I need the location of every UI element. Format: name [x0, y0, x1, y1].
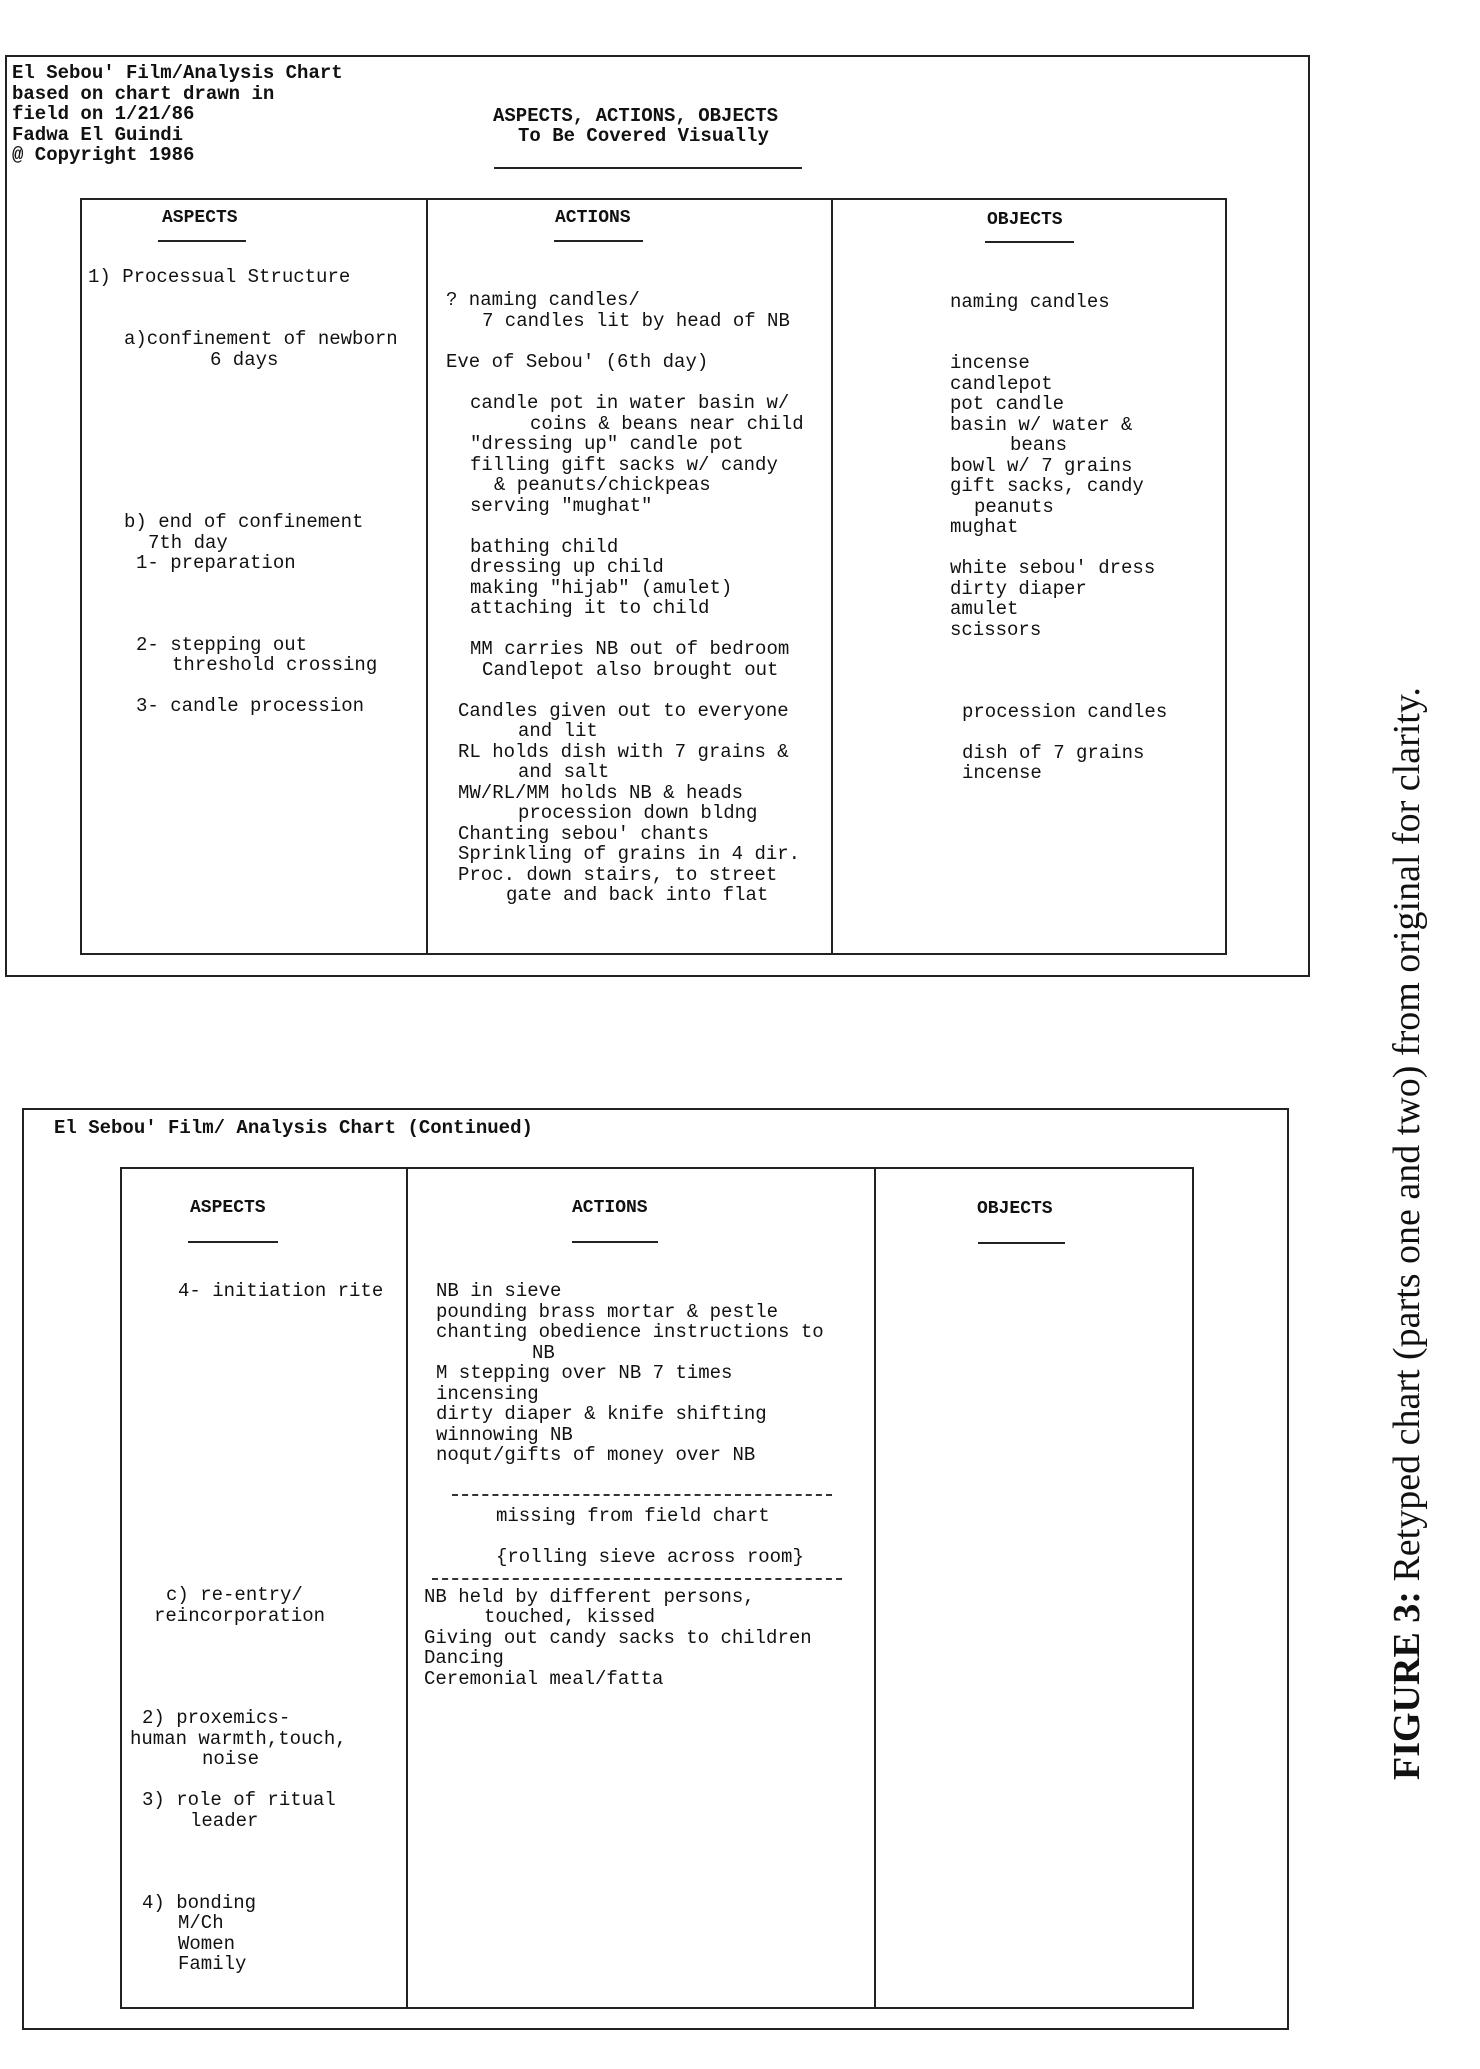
- aspect-item: 2- stepping out: [136, 634, 308, 656]
- chart1-col-divider: [426, 200, 428, 953]
- chart1-header-line: El Sebou' Film/Analysis Chart: [12, 62, 343, 84]
- action-item: chanting obedience instructions to: [436, 1321, 824, 1343]
- action-item: Proc. down stairs, to street: [458, 864, 778, 886]
- chart1-header-line: Fadwa El Guindi: [12, 124, 184, 146]
- action-item: incensing: [436, 1383, 539, 1405]
- aspect-item: 4) bonding: [142, 1892, 257, 1914]
- figure-label: FIGURE 3:: [1386, 1591, 1428, 1780]
- aspect-item: Family: [178, 1953, 247, 1975]
- action-item: touched, kissed: [484, 1606, 656, 1628]
- chart1-header-rule: [158, 240, 246, 242]
- chart2-col-header-actions: ACTIONS: [572, 1198, 648, 1218]
- action-item: & peanuts/chickpeas: [494, 474, 711, 496]
- chart2-col-header-objects: OBJECTS: [977, 1199, 1053, 1219]
- aspect-item: threshold crossing: [172, 654, 378, 676]
- rolling-sieve-note: {rolling sieve across room}: [496, 1546, 804, 1568]
- action-item: NB: [532, 1342, 555, 1364]
- aspect-item: reincorporation: [154, 1605, 326, 1627]
- action-item: Ceremonial meal/fatta: [424, 1668, 664, 1690]
- action-item: M stepping over NB 7 times: [436, 1362, 733, 1384]
- object-item: mughat: [950, 516, 1019, 538]
- figure-caption-text: Retyped chart (parts one and two) from original for clarity.: [1386, 687, 1428, 1592]
- action-item: attaching it to child: [470, 597, 710, 619]
- action-item: Candles given out to everyone: [458, 700, 789, 722]
- chart1-col-header-actions: ACTIONS: [555, 208, 631, 228]
- aspect-item: 4- initiation rite: [178, 1280, 384, 1302]
- chart2-col-divider: [406, 1169, 408, 2007]
- chart2-col-header-aspects: ASPECTS: [190, 1198, 266, 1218]
- chart1-col-header-aspects: ASPECTS: [162, 208, 238, 228]
- chart1-header-line: based on chart drawn in: [12, 83, 275, 105]
- aspect-item: leader: [190, 1810, 259, 1832]
- aspect-item: a)confinement of newborn: [124, 328, 398, 350]
- figure-caption: [1385, 687, 1429, 1780]
- action-item: bathing child: [470, 536, 619, 558]
- missing-section-top-rule: [452, 1494, 832, 1496]
- aspect-item: 1) Processual Structure: [88, 266, 351, 288]
- object-item: basin w/ water &: [950, 414, 1133, 436]
- object-item: beans: [1010, 434, 1068, 456]
- chart1-col-divider: [831, 200, 833, 953]
- action-item: filling gift sacks w/ candy: [470, 454, 778, 476]
- object-item: scissors: [950, 619, 1042, 641]
- action-item: making "hijab" (amulet): [470, 577, 733, 599]
- action-item: noqut/gifts of money over NB: [436, 1444, 756, 1466]
- action-item: winnowing NB: [436, 1424, 573, 1446]
- action-item: pounding brass mortar & pestle: [436, 1301, 779, 1323]
- action-item: Chanting sebou' chants: [458, 823, 709, 845]
- missing-from-field-chart-note: missing from field chart: [496, 1505, 770, 1527]
- action-item: candle pot in water basin w/: [470, 392, 790, 414]
- chart2-title: El Sebou' Film/ Analysis Chart (Continued): [54, 1117, 533, 1139]
- action-item: RL holds dish with 7 grains &: [458, 741, 789, 763]
- aspect-item: M/Ch: [178, 1912, 224, 1934]
- aspect-item: c) re-entry/: [166, 1584, 303, 1606]
- action-item: and salt: [518, 761, 610, 783]
- action-item: Dancing: [424, 1647, 504, 1669]
- object-item: amulet: [950, 598, 1019, 620]
- action-item: and lit: [518, 720, 598, 742]
- object-item: naming candles: [950, 291, 1110, 313]
- aspect-item: 3) role of ritual: [142, 1789, 336, 1811]
- action-item: coins & beans near child: [530, 413, 804, 435]
- action-item: gate and back into flat: [506, 884, 769, 906]
- aspect-item: noise: [202, 1748, 260, 1770]
- missing-section-bottom-rule: [432, 1578, 842, 1580]
- action-item: Sprinkling of grains in 4 dir.: [458, 843, 801, 865]
- aspect-item: human warmth,touch,: [130, 1728, 347, 1750]
- chart1-center-subtitle: To Be Covered Visually: [518, 125, 769, 147]
- aspect-item: 6 days: [210, 349, 279, 371]
- object-item: bowl w/ 7 grains: [950, 455, 1133, 477]
- object-item: candlepot: [950, 373, 1053, 395]
- aspect-item: Women: [178, 1933, 236, 1955]
- chart1-header-rule: [985, 241, 1074, 243]
- action-item: ? naming candles/: [446, 289, 640, 311]
- chart2-header-rule: [572, 1241, 658, 1243]
- object-item: incense: [962, 762, 1042, 784]
- aspect-item: 1- preparation: [136, 552, 296, 574]
- aspect-item: 2) proxemics-: [142, 1707, 291, 1729]
- action-item: MM carries NB out of bedroom: [470, 638, 790, 660]
- action-item: NB in sieve: [436, 1280, 562, 1302]
- chart2-col-divider: [874, 1169, 876, 2007]
- action-item: serving "mughat": [470, 495, 653, 517]
- chart1-header-line: @ Copyright 1986: [12, 144, 195, 166]
- action-item: Giving out candy sacks to children: [424, 1627, 812, 1649]
- object-item: white sebou' dress: [950, 557, 1156, 579]
- object-item: procession candles: [962, 701, 1168, 723]
- action-item: MW/RL/MM holds NB & heads: [458, 782, 744, 804]
- chart1-header-line: field on 1/21/86: [12, 103, 195, 125]
- aspect-item: 3- candle procession: [136, 695, 365, 717]
- chart1-col-header-objects: OBJECTS: [987, 210, 1063, 230]
- chart1-title-rule: [494, 167, 802, 169]
- object-item: gift sacks, candy: [950, 475, 1144, 497]
- object-item: incense: [950, 352, 1030, 374]
- chart2-header-rule: [188, 1241, 278, 1243]
- action-item: procession down bldng: [518, 802, 758, 824]
- object-item: peanuts: [974, 496, 1054, 518]
- chart1-header-rule: [554, 240, 643, 242]
- action-item: Candlepot also brought out: [482, 659, 779, 681]
- action-item: Eve of Sebou' (6th day): [446, 351, 709, 373]
- aspect-item: 7th day: [148, 532, 228, 554]
- object-item: pot candle: [950, 393, 1065, 415]
- action-item: dressing up child: [470, 556, 664, 578]
- chart2-header-rule: [978, 1242, 1065, 1244]
- object-item: dirty diaper: [950, 578, 1087, 600]
- action-item: dirty diaper & knife shifting: [436, 1403, 767, 1425]
- action-item: NB held by different persons,: [424, 1586, 755, 1608]
- object-item: dish of 7 grains: [962, 742, 1145, 764]
- action-item: 7 candles lit by head of NB: [482, 310, 790, 332]
- aspect-item: b) end of confinement: [124, 511, 364, 533]
- chart1-center-title: ASPECTS, ACTIONS, OBJECTS: [493, 105, 779, 127]
- action-item: "dressing up" candle pot: [470, 433, 744, 455]
